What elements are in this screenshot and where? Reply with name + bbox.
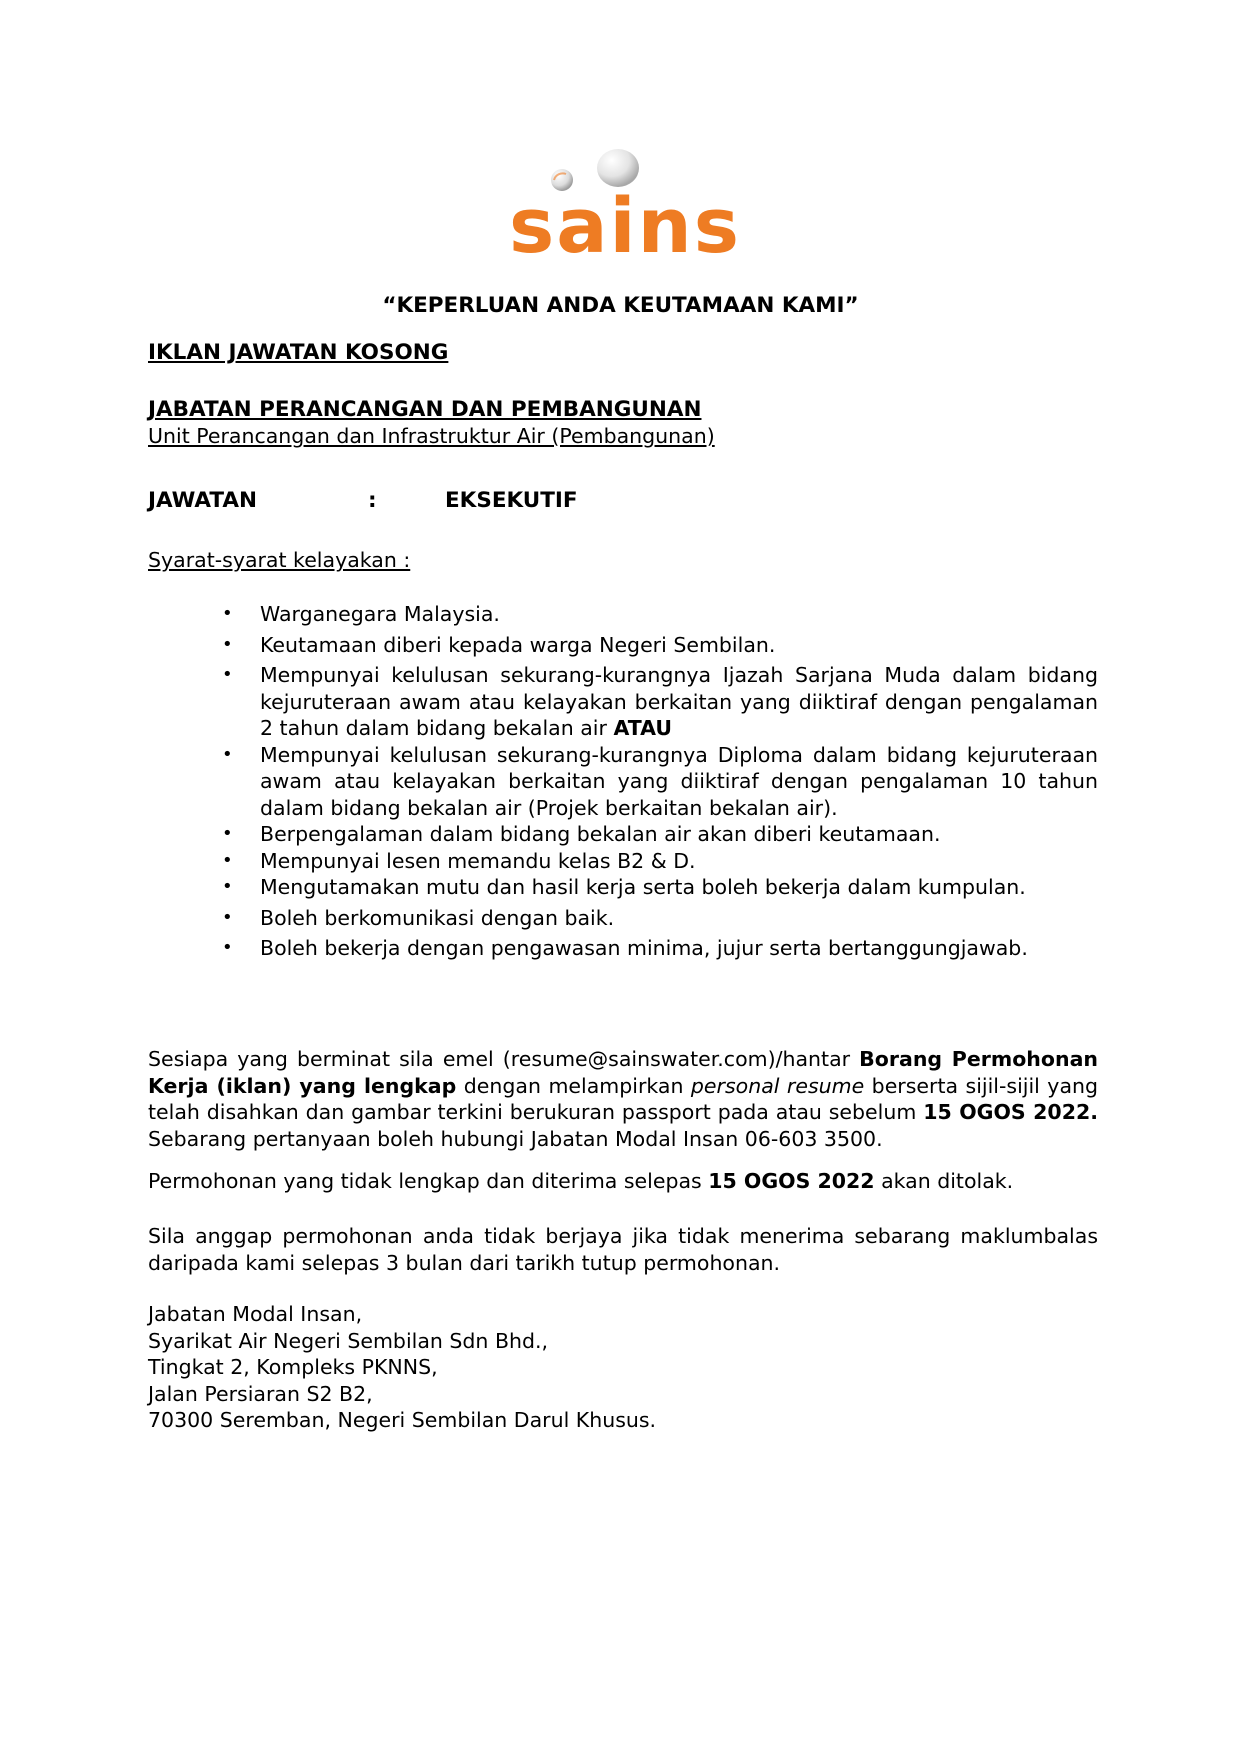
unit-title: Unit Perancangan dan Infrastruktur Air (Pembangunan) [148,424,715,448]
requirement-item: • Mempunyai lesen memandu kelas B2 & D. [222,848,1098,875]
requirement-item: • Berpengalaman dalam bidang bekalan air akan diberi keutamaan. [222,821,1098,848]
address-line: Tingkat 2, Kompleks PKNNS, [148,1355,438,1379]
address-line: Jalan Persiaran S2 B2, [148,1381,373,1406]
requirements-list [222,601,1098,962]
sains-logo [490,148,760,260]
sains-logo-graphic [490,148,760,260]
position-value: EKSEKUTIF [445,488,578,513]
logo-text: sains [509,181,741,260]
address-block [148,1301,656,1434]
address-line: Syarikat Air Negeri Sembilan Sdn Bhd., [148,1328,549,1353]
requirement-item: • Mempunyai kelulusan sekurang-kurangnya Ijazah Sarjana Muda dalam bidang kejuruteraan awam atau kelayakan berkaitan yang diiktiraf dengan pengalaman 2 tahun dalam bidang bekalan air ATAU [222,662,1098,742]
requirement-item: • Warganegara Malaysia. [222,601,1098,628]
requirement-item: • Boleh berkomunikasi dengan baik. [222,905,1098,932]
closing-date: 15 OGOS 2022. [923,1100,1099,1124]
slogan: “KEPERLUAN ANDA KEUTAMAAN KAMI” [382,293,859,318]
requirement-or: ATAU [613,716,673,740]
application-paragraph: Sesiapa yang berminat sila emel (resume@sainswater.com)/hantar Borang Permohonan Kerja (iklan) yang lengkap dengan melampirkan personal resume berserta sijil-sijil yang telah disahkan dan gambar terkini berukuran passport pada atau sebelum 15 OGOS 2022. Sebarang pertanyaan boleh hubungi Jabatan Modal Insan 06-603 3500. [148,1047,1099,1151]
address-line: 70300 Seremban, Negeri Sembilan Darul Khusus. [148,1408,657,1432]
requirement-item: • Boleh bekerja dengan pengawasan minima, jujur serta bertanggungjawab. [222,935,1098,962]
requirements-heading: Syarat-syarat kelayakan : [148,548,411,572]
department-title: JABATAN PERANCANGAN DAN PEMBANGUNAN [148,397,702,422]
position-label: JAWATAN [148,488,258,513]
requirement-item: • Mempunyai kelulusan sekurang-kurangnya Diploma dalam bidang kejuruteraan awam atau kelayakan berkaitan yang diiktiraf dengan pengalaman 10 tahun dalam bidang bekalan air (Projek berkaitan bekalan air). [222,742,1098,822]
ad-title: IKLAN JAWATAN KOSONG [148,340,449,365]
requirement-item: • Keutamaan diberi kepada warga Negeri Sembilan. [222,632,1098,659]
rejection-paragraph: Permohonan yang tidak lengkap dan diterima selepas 15 OGOS 2022 akan ditolak. [148,1169,1014,1193]
requirement-item: • Mengutamakan mutu dan hasil kerja serta boleh bekerja dalam kumpulan. [222,874,1098,901]
notice-paragraph: Sila anggap permohonan anda tidak berjaya jika tidak menerima sebarang maklumbalas daripada kami selepas 3 bulan dari tarikh tutup permohonan. [148,1224,1098,1275]
position-separator: : [368,488,377,513]
address-line: Jabatan Modal Insan, [148,1302,363,1326]
